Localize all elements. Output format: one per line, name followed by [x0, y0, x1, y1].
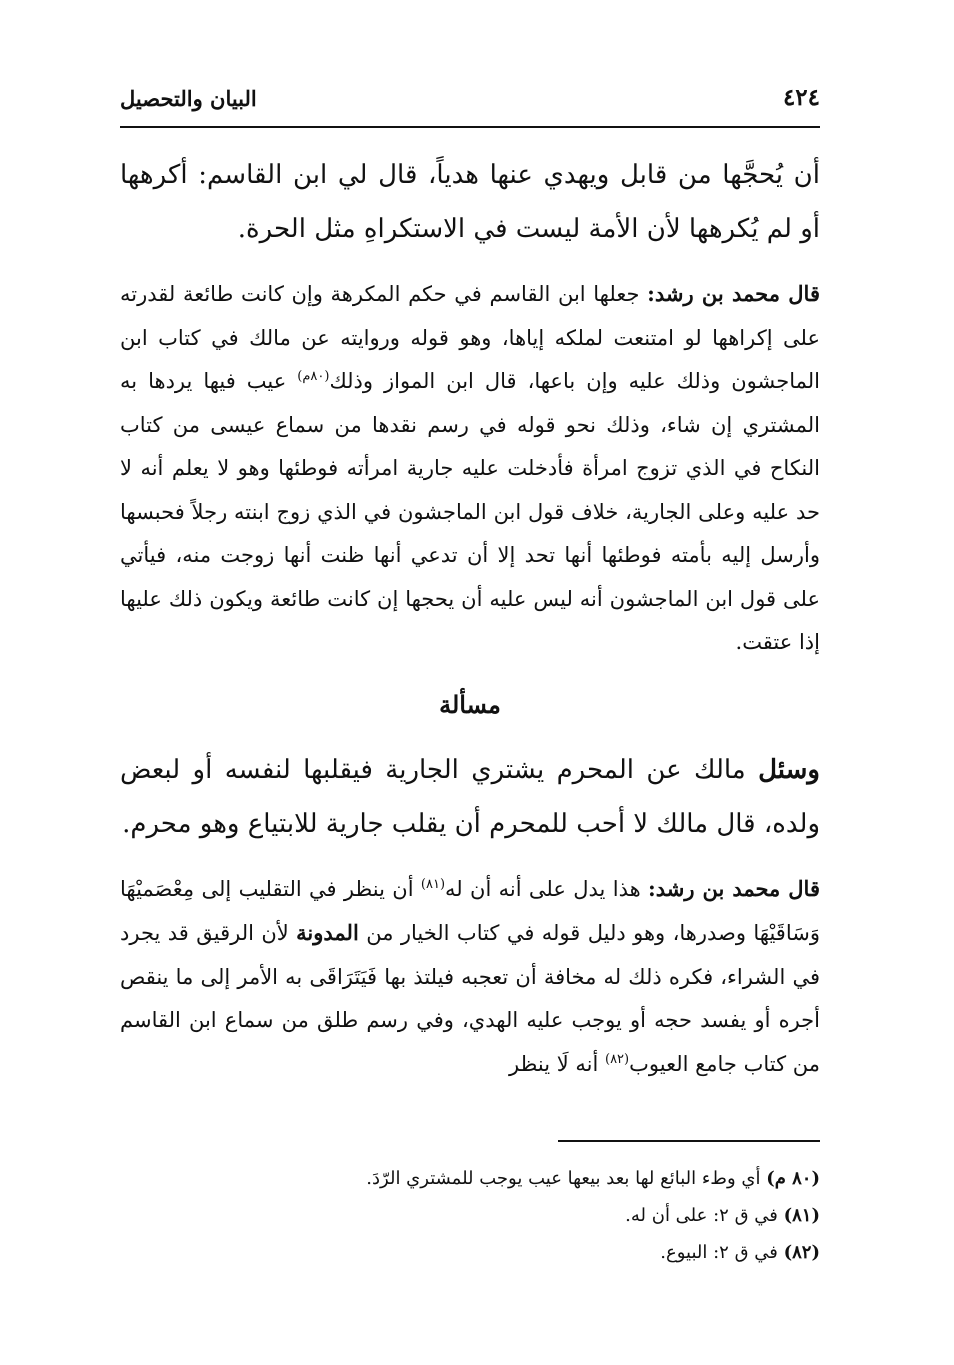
- running-header: [120, 84, 820, 118]
- body-text: [120, 148, 820, 1086]
- paragraph-4-text-d: أنه لَا ينظر: [509, 1051, 605, 1076]
- speaker-label: قال محمد بن رشد:: [647, 281, 820, 306]
- footnote-mark: (٨٠ م): [766, 1168, 820, 1189]
- paragraph-4-text-c: لأن الرقيق قد يجرد في الشراء، فكره ذلك له مخافة أن تعجبه فيلتذ بها فَيَتَرَاقَى به الأمر إلى ما ينقص أجره أو يفسد حجه أو يوجب عليه الهدي، وفي رسم طلق من سماع ابن القاسم من كتاب جامع العيوب: [120, 921, 820, 1076]
- footnote-text: في ق ٢: على أن له.: [625, 1205, 784, 1226]
- paragraph-4-text-a: هذا يدل على أنه أن له: [445, 876, 649, 901]
- book-title: البيان والتحصيل: [120, 86, 257, 111]
- footnote-mark: (٨١): [783, 1205, 820, 1226]
- footnote-ref-81: (٨١): [420, 876, 446, 892]
- paragraph-3: [120, 743, 820, 851]
- paragraph-4: [120, 867, 820, 1087]
- paragraph-4-text-b: أن ينظر في التقليب إلى مِعْصَميْهَا وَسَاقَيْهَا وصدرها، وهو دليل قوله في كتاب الخيار من: [120, 876, 820, 945]
- section-heading: مسألة: [439, 689, 501, 719]
- paragraph-3-text: مالك عن المحرم يشتري الجارية فيقلبها لنفسه أو لبعض ولده، قال مالك لا أحب للمحرم أن يقلب جارية للابتياع وهو محرم.: [120, 754, 820, 839]
- paragraph-1-text: أن يُحجَّها من قابل ويهدي عنها هدياً، قال لي ابن القاسم: أكرهها أو لم يُكرهها لأن الأمة ليست في الاستكراهِ مثل الحرة.: [120, 160, 820, 244]
- paragraph-3-lead: وسئل: [758, 754, 820, 785]
- paragraph-2-text-a: جعلها ابن القاسم في حكم المكرهة وإن كانت طائعة لقدرته على إكراهها لو امتنعت لملكه إياها، وهو قوله وروايته عن مالك في كتاب ابن الماجشون وذلك عليه وإن باعها، قال ابن المواز وذلك: [120, 282, 820, 393]
- footnote-ref-80m: (٨٠م): [297, 369, 330, 384]
- header-rule: [120, 126, 820, 128]
- paragraph-1: [120, 148, 820, 256]
- footnote-text: في ق ٢: البيوع.: [660, 1242, 784, 1263]
- footnote-81: [134, 1197, 820, 1234]
- speaker-label: قال محمد بن رشد:: [648, 875, 820, 901]
- page-number: ٤٢٤: [782, 84, 820, 111]
- paragraph-2-text-b: عيب فيها يردها به المشتري إن شاء، وذلك نحو قوله في رسم نقدها من سماع عيسى من كتاب النكاح في الذي تزوج امرأة فأدخلت عليه جارية امرأته فوطئها وهو لا يعلم أنه لا حد عليه وعلى الجارية، خلاف قول ابن الماجشون في الذي زوج ابنته رجلاً فحبسها وأرسل إليه بأمته فوطئها أنها تحد إلا أن تدعي أنها ظنت أنها زوجت منه، فيأتي على قول ابن الماجشون أنه ليس عليه أن يحجها إن كانت طائعة ويكون ذلك عليها إذا عتقت.: [120, 369, 820, 654]
- footnote-80m: [134, 1160, 820, 1197]
- footnotes: [134, 1160, 820, 1271]
- book-name-mudawwana: المدونة: [296, 920, 359, 945]
- footnote-mark: (٨٢): [783, 1242, 820, 1263]
- footnote-rule: [558, 1140, 820, 1142]
- footnote-text: أي وطء البائع لها بعد بيعها عيب يوجب للمشتري الرّدَ.: [366, 1168, 767, 1189]
- paragraph-2: [120, 272, 820, 665]
- footnote-ref-82: (٨٢): [604, 1051, 630, 1067]
- footnote-82: [134, 1234, 820, 1271]
